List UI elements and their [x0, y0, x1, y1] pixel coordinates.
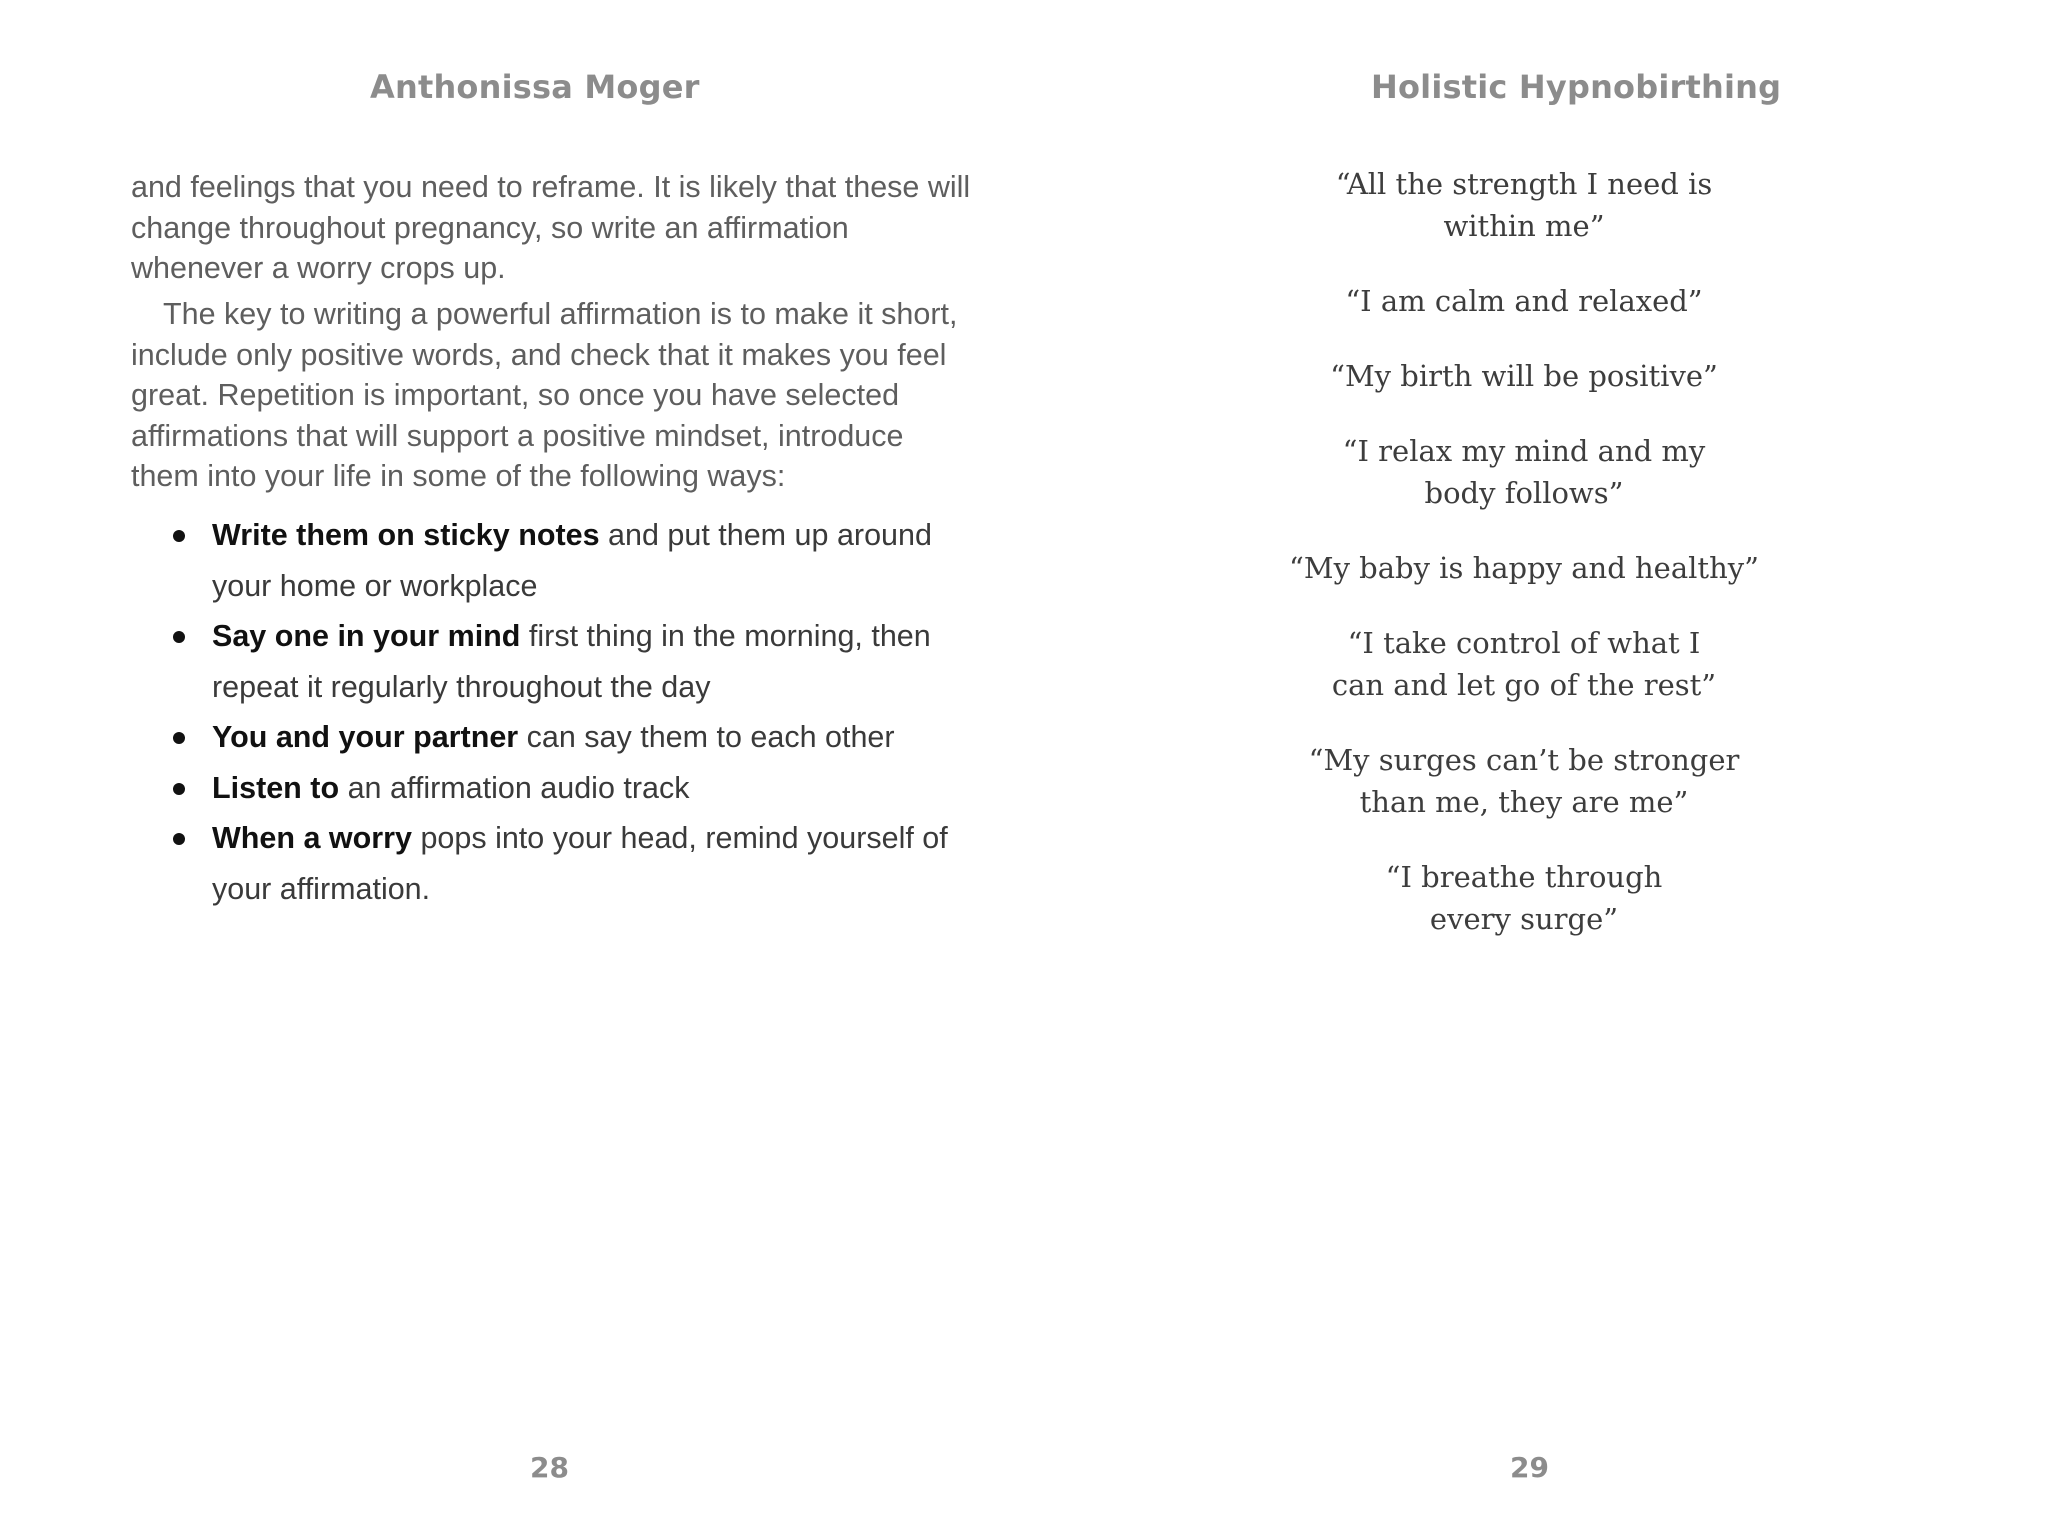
affirmation-quote — [1224, 280, 1824, 322]
affirmation-line: “All the strength I need is — [1335, 167, 1713, 201]
affirmation-line: “I relax my mind and my — [1342, 434, 1706, 468]
affirmation-line: can and let go of the rest” — [1331, 668, 1717, 702]
bullet-icon — [173, 631, 185, 643]
page-number: 28 — [530, 1451, 569, 1484]
bullet-icon — [173, 783, 185, 795]
affirmation-quote — [1224, 547, 1824, 589]
bullet-text: first thing in the morning, then repeat it regularly throughout the day — [212, 619, 931, 704]
bullet-list — [131, 510, 971, 914]
running-header-title: Holistic Hypnobirthing — [1371, 68, 1782, 106]
affirmation-quote — [1224, 430, 1824, 514]
body-paragraph: The key to writing a powerful affirmation is to make it short, include only positive words, and check that it makes you feel great. Repetition is important, so once you have selected affirmations that will support a positive mindset, introduce them into your life in some of the following ways: — [131, 297, 958, 493]
affirmation-quote — [1224, 739, 1824, 823]
affirmation-line: “I am calm and relaxed” — [1345, 284, 1703, 318]
affirmation-list — [1224, 163, 1824, 973]
bullet-icon — [173, 833, 185, 845]
running-header-author: Anthonissa Moger — [370, 68, 700, 106]
list-item — [131, 712, 971, 763]
affirmation-line: than me, they are me” — [1359, 785, 1689, 819]
bullet-bold-text: When a worry — [212, 821, 412, 855]
bullet-bold-text: You and your partner — [212, 720, 519, 754]
affirmation-line: body follows” — [1424, 476, 1624, 510]
page-number: 29 — [1510, 1451, 1549, 1484]
bullet-icon — [173, 732, 185, 744]
bullet-bold-text: Listen to — [212, 770, 340, 805]
affirmation-quote — [1224, 856, 1824, 940]
bullet-icon — [173, 530, 185, 542]
list-item — [131, 763, 971, 814]
list-item — [131, 813, 971, 914]
bullet-bold-text: Write them on sticky notes — [212, 518, 600, 552]
affirmation-line: “My birth will be positive” — [1330, 359, 1718, 393]
affirmation-line: every surge” — [1429, 902, 1619, 936]
right-page — [1024, 0, 2048, 1536]
affirmation-line: “I take control of what I — [1347, 626, 1701, 660]
list-item — [131, 611, 971, 712]
affirmation-quote — [1224, 163, 1824, 247]
affirmation-line: “I breathe through — [1385, 860, 1663, 894]
affirmation-line: within me” — [1443, 209, 1605, 243]
affirmation-quote — [1224, 622, 1824, 706]
body-paragraph: and feelings that you need to reframe. It is likely that these will change throughout pregnancy, so write an affirmation whenever a worry crops up. — [131, 170, 971, 285]
bullet-text: pops into your head, remind yourself of your affirmation. — [212, 821, 948, 906]
affirmation-line: “My baby is happy and healthy” — [1289, 551, 1759, 585]
list-item — [131, 510, 971, 611]
bullet-text: and put them up around your home or workplace — [212, 518, 932, 603]
bullet-text: can say them to each other — [518, 720, 895, 754]
affirmation-line: “My surges can’t be stronger — [1308, 743, 1740, 777]
bullet-text: an affirmation audio track — [339, 770, 690, 805]
bullet-bold-text: Say one in your mind — [212, 619, 521, 653]
affirmation-quote — [1224, 355, 1824, 397]
